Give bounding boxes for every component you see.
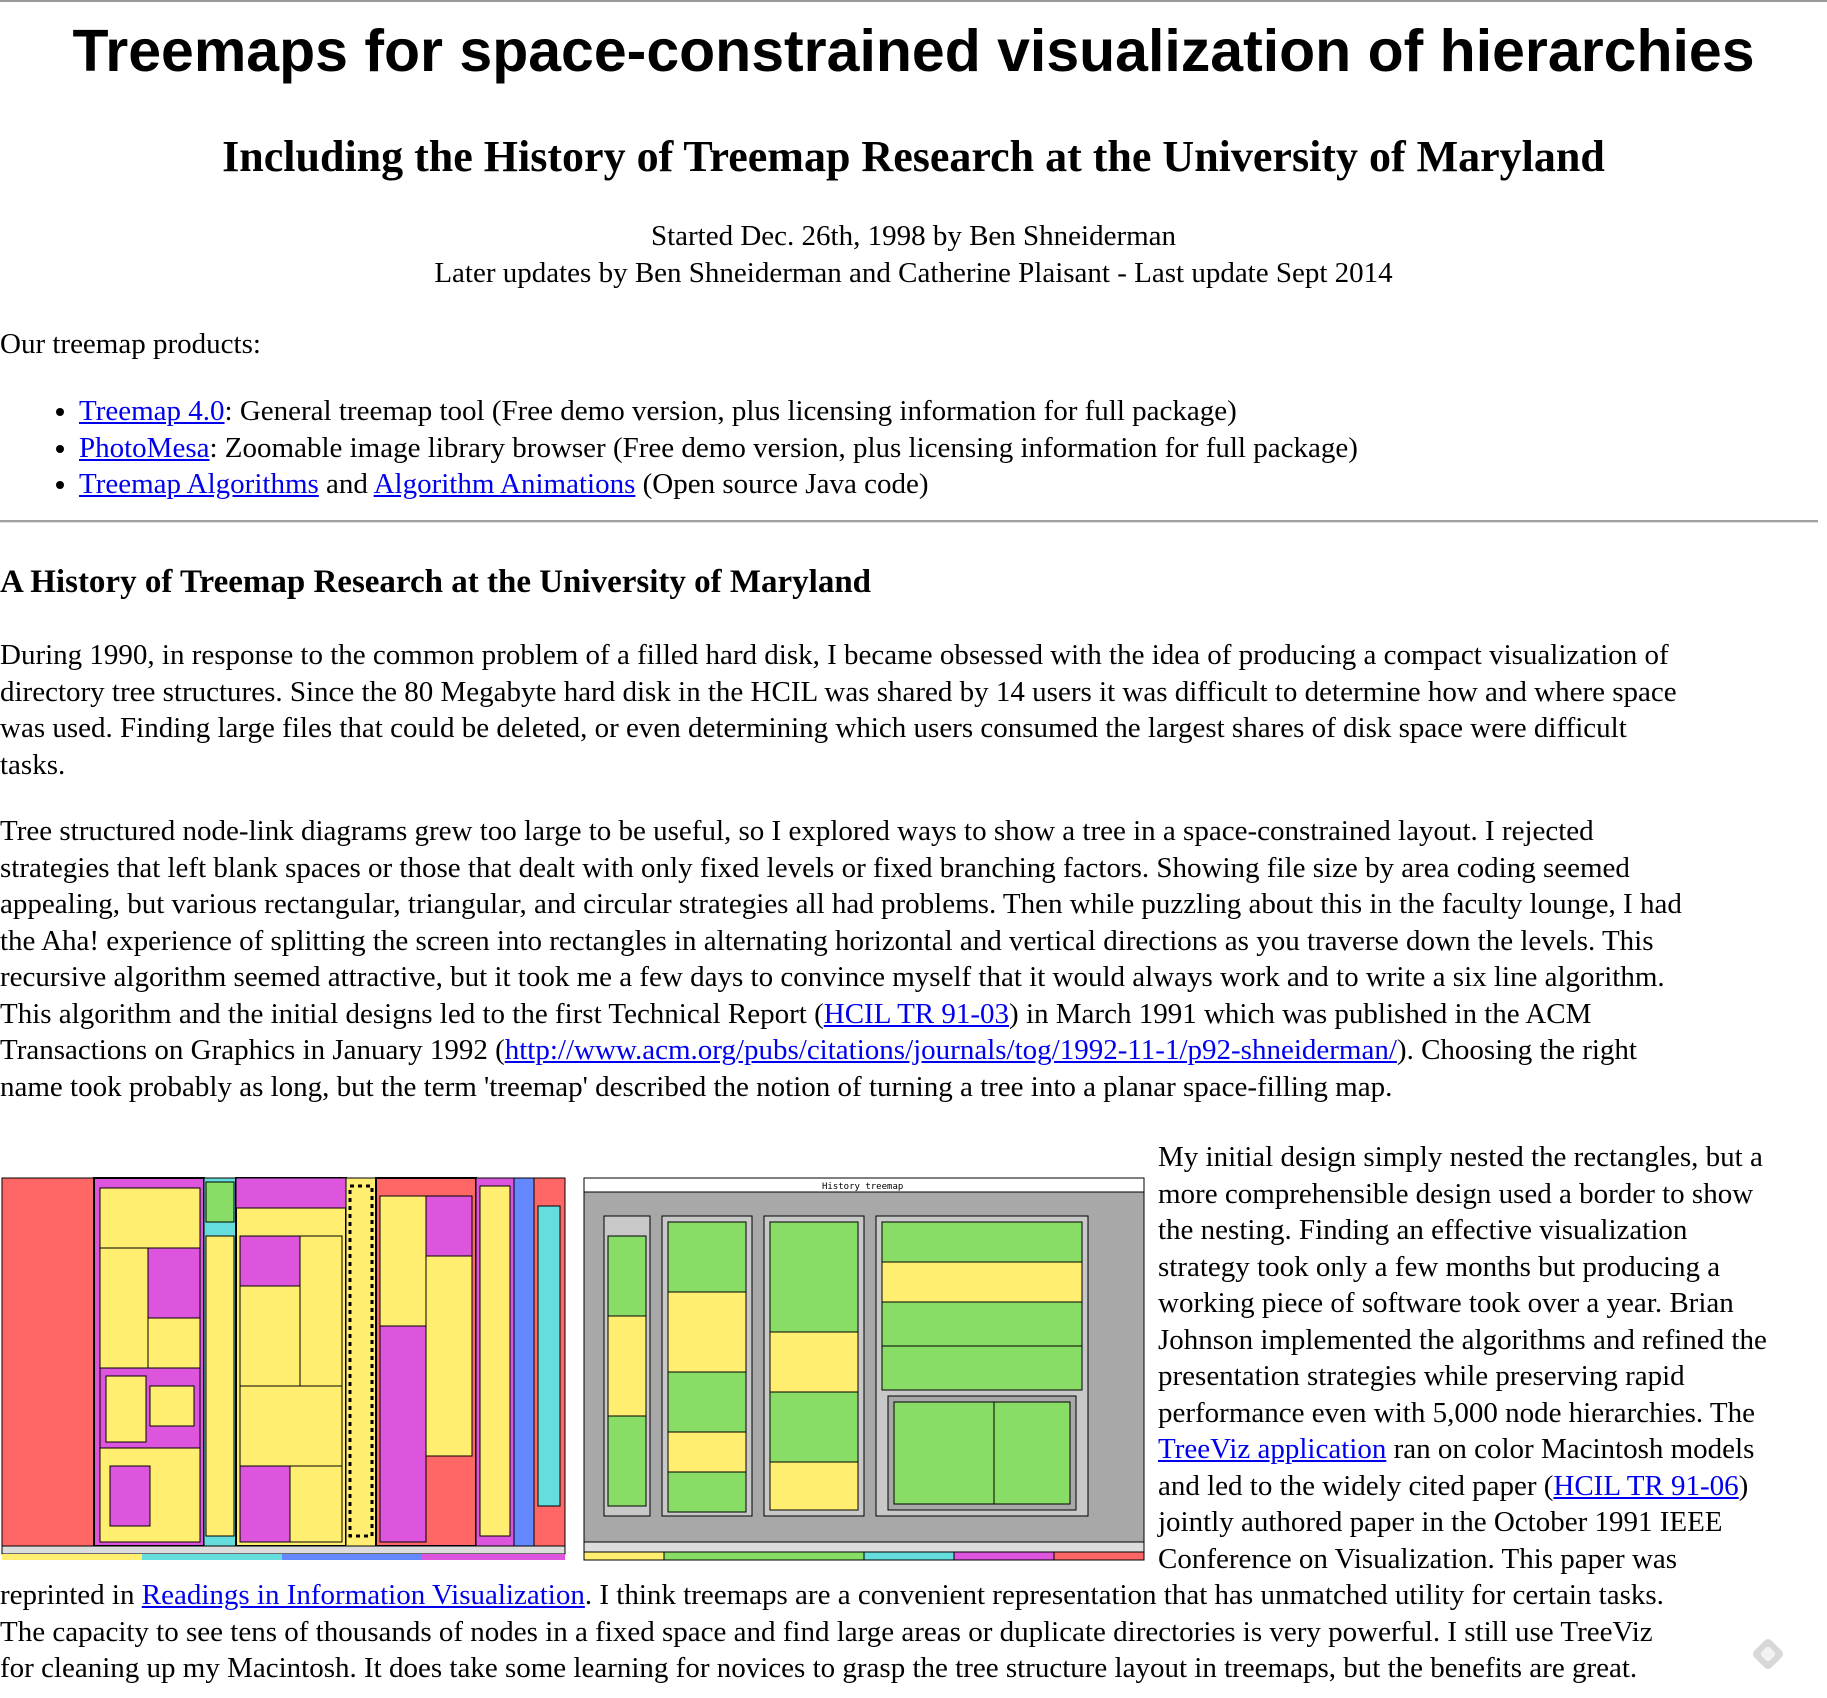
text-line [0,1032,1815,1069]
section-title: A History of Treemap Research at the University of Maryland [0,564,872,600]
hcil-tr-91-06-link[interactable]: HCIL TR 91-06 [1553,1469,1739,1502]
text-line [1158,1468,1818,1505]
text-span: ) in March 1991 which was published in the ACM [1009,997,1592,1030]
text-line: for cleaning up my Macintosh. It does take some learning for novices to grasp the tree structure layout in treemaps, but the benefits are great. [0,1652,1638,1684]
text-line: Tree structured node-link diagrams grew too large to be useful, so I explored ways to show a tree in a space-constrained layout. I rejected [0,815,1594,847]
treemap-algorithms-link[interactable]: Treemap Algorithms [79,468,319,500]
page-subtitle: Including the History of Treemap Research at the University of Maryland [222,132,1605,181]
section-divider [0,520,1818,523]
list-item [79,430,1358,467]
text-line: name took probably as long, but the term 'treemap' described the notion of turning a tree into a planar space-filling map. [0,1070,1393,1103]
treeviz-application-link[interactable]: TreeViz application [1158,1433,1387,1465]
treemap-figure-bordered [582,1176,1150,1564]
byline-updates: Later updates by Ben Shneiderman and Catherine Plaisant - Last update Sept 2014 [434,257,1393,289]
products-list [0,393,1358,503]
text-line: jointly authored paper in the October 1991 IEEE [1158,1506,1723,1538]
treemap-nested-image [0,1176,567,1562]
figure-window-title: History treemap [822,1182,904,1192]
text-line: the Aha! experience of splitting the screen into rectangles in alternating horizontal and vertical directions as you traverse down the levels. This [0,924,1654,957]
hcil-tr-91-03-link[interactable]: HCIL TR 91-03 [823,997,1010,1030]
text-line: appealing, but various rectangular, triangular, and circular strategies all had problems. Then while puzzling about this in the faculty lounge, I had [0,888,1682,920]
paragraph-1 [0,637,1815,783]
text-line: was used. Finding large files that could be deleted, or even determining which users consumed the largest shares of disk space were difficult [0,712,1627,744]
text-span: . I think treemaps are a convenient representation that has unmatched utility for certain tasks. [584,1579,1664,1611]
byline [0,218,1827,292]
paragraph-3-bottom [0,1577,1815,1687]
text-span: and led to the widely cited paper ( [1158,1469,1554,1502]
acm-citation-link[interactable]: http://www.acm.org/pubs/citations/journals/tog/1992-11-1/p92-shneiderman/ [504,1034,1397,1066]
list-item [79,466,1358,503]
products-intro: Our treemap products: [0,328,261,360]
text-line: directory tree structures. Since the 80 Megabyte hard disk in the HCIL was shared by 14 users it was difficult to determine how and where space [0,675,1677,708]
text-line: recursive algorithm seemed attractive, but it took me a few days to convince myself that it would always work and to write a six line algorithm. [0,961,1665,993]
list-item [79,393,1358,430]
text-line: tasks. [0,748,66,781]
list-item-text: and [318,468,374,500]
text-line: My initial design simply nested the rectangles, but a [1158,1141,1763,1173]
text-line: the nesting. Finding an effective visualization [1158,1214,1688,1246]
text-span: ) [1738,1469,1749,1502]
text-line: The capacity to see tens of thousands of nodes in a fixed space and find large areas or duplicate directories is very powerful. I still use TreeViz [0,1615,1653,1648]
algorithm-animations-link[interactable]: Algorithm Animations [373,468,636,500]
text-line: strategies that left blank spaces or those that dealt with only fixed levels or fixed branching factors. Showing file size by area coding seemed [0,851,1630,884]
text-line: Conference on Visualization. This paper was [1158,1542,1678,1575]
top-rule [0,0,1827,2]
photomesa-link[interactable]: PhotoMesa [79,431,210,464]
readings-in-infovis-link[interactable]: Readings in Information Visualization [141,1579,585,1611]
text-line [0,1577,1815,1614]
text-line: strategy took only a few months but producing a [1158,1250,1721,1283]
treemap-figure-nested [0,1176,567,1562]
text-span: ). Choosing the right [1396,1034,1637,1066]
paragraph-2 [0,813,1815,1105]
list-item-text: : General treemap tool (Free demo version, plus licensing information for full package) [224,395,1237,427]
byline-started: Started Dec. 26th, 1998 by Ben Shneiderman [650,220,1177,252]
text-line: more comprehensible design used a border to show [1158,1177,1754,1210]
list-item-text: : Zoomable image library browser (Free demo version, plus licensing information for full package) [209,431,1358,464]
watermark-icon [1748,1634,1788,1674]
treemap-bordered-image [582,1176,1150,1564]
text-line: presentation strategies while preserving rapid [1158,1360,1685,1392]
text-line: performance even with 5,000 node hierarchies. The [1158,1396,1755,1429]
paragraph-3-right [1158,1139,1818,1577]
treemap-4-link[interactable]: Treemap 4.0 [79,395,225,427]
text-line [0,996,1815,1033]
page-title: Treemaps for space-constrained visualization of hierarchies [72,18,1755,84]
text-span: This algorithm and the initial designs led to the first Technical Report ( [0,997,824,1030]
text-span: ran on color Macintosh models [1386,1433,1755,1465]
text-span: Transactions on Graphics in January 1992 ( [0,1034,505,1066]
text-span: reprinted in [0,1579,142,1611]
text-line: working piece of software took over a year. Brian [1158,1287,1734,1319]
text-line [1158,1431,1818,1468]
list-item-text: (Open source Java code) [635,468,929,500]
text-line: Johnson implemented the algorithms and refined the [1158,1323,1767,1356]
text-line: During 1990, in response to the common problem of a filled hard disk, I became obsessed with the idea of producing a compact visualization of [0,639,1669,671]
